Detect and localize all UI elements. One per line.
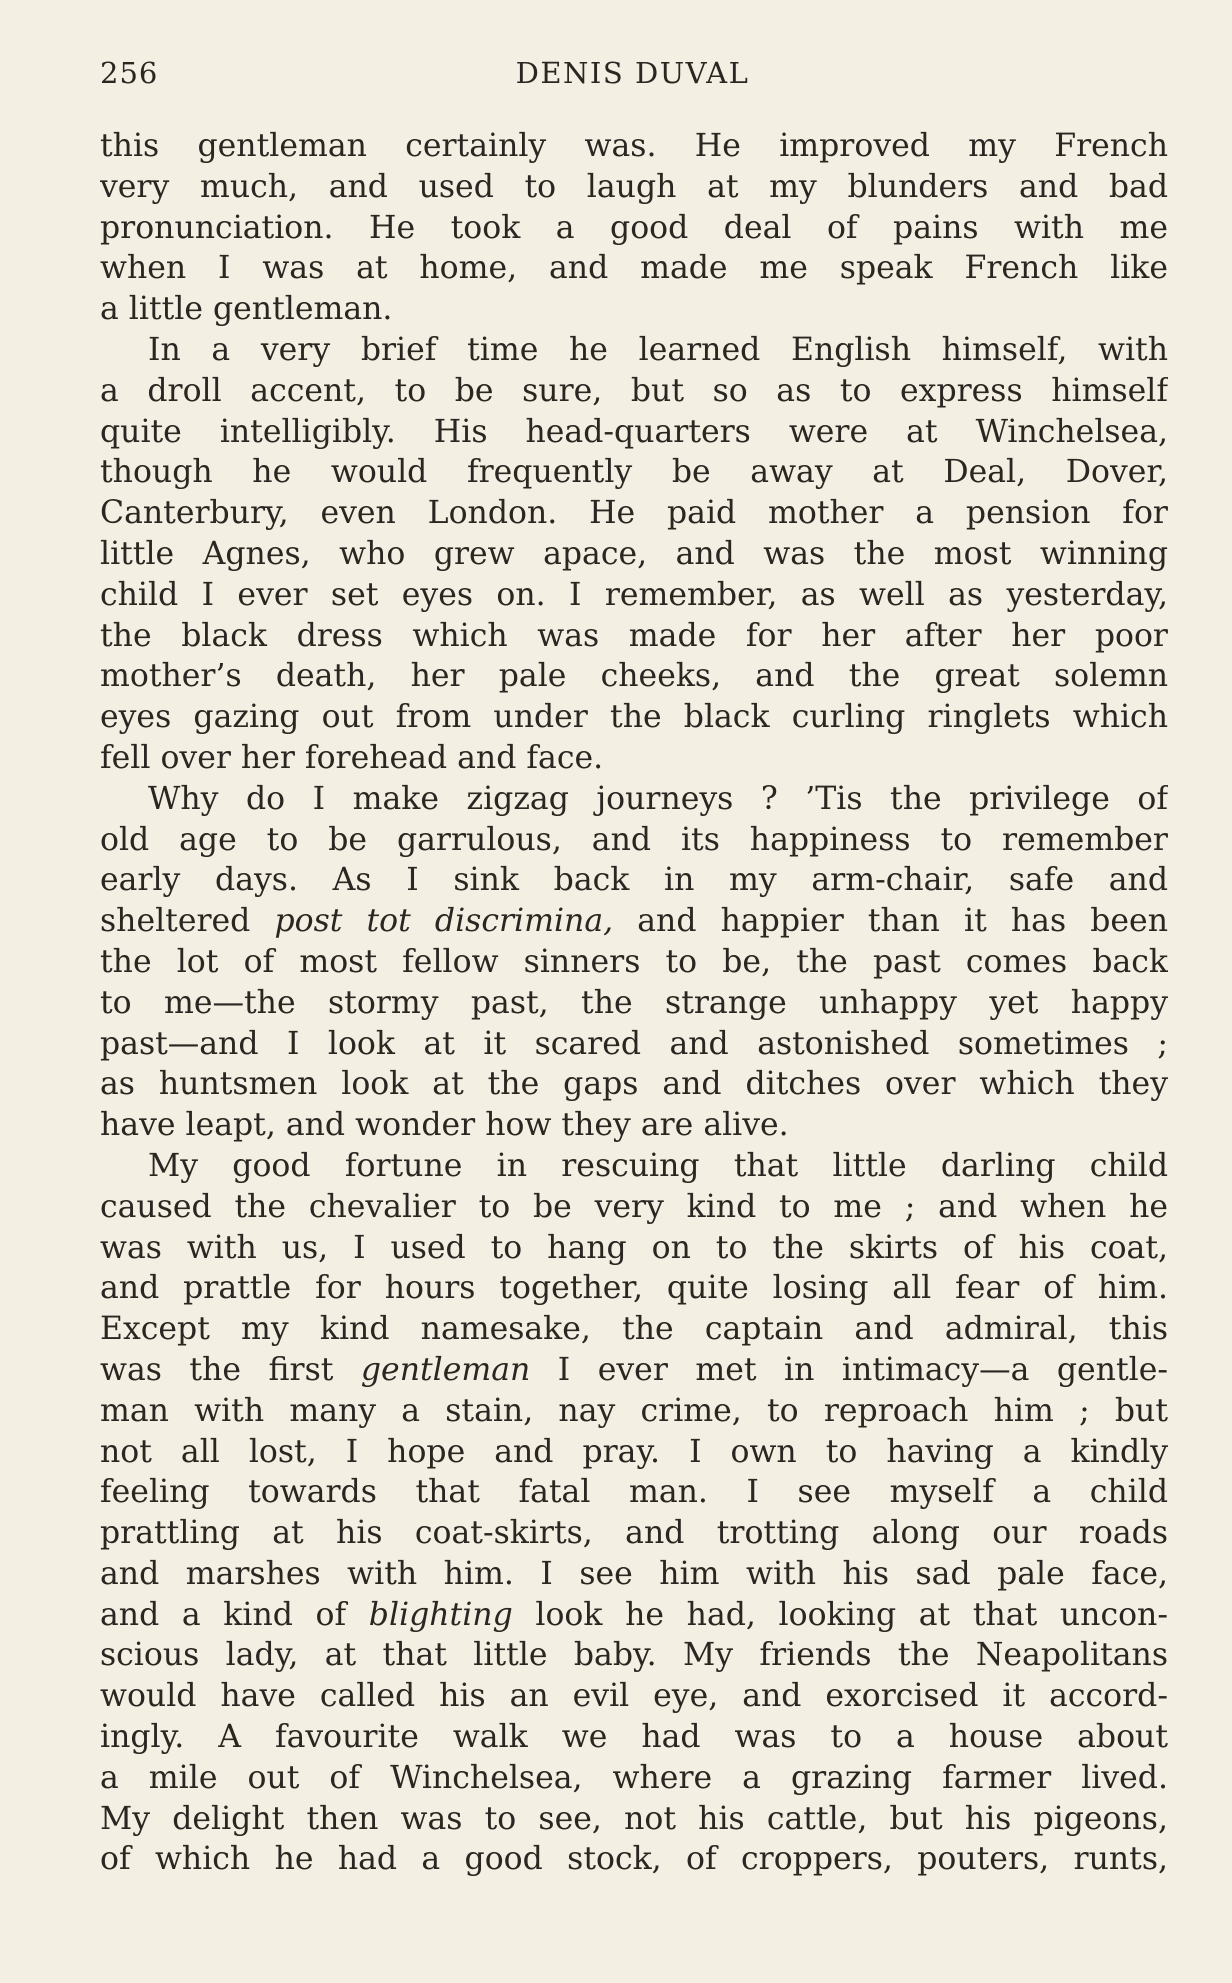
text-segment: was the first	[100, 1351, 361, 1388]
running-title: DENIS DUVAL	[515, 56, 750, 90]
text-segment: and a kind of	[100, 1596, 369, 1633]
text-line: a mile out of Winchelsea, where a grazing farmer lived.	[100, 1759, 1168, 1796]
text-line: eyes gazing out from under the black curling ringlets which	[100, 699, 1168, 736]
text-line: this gentleman certainly was. He improved my French	[100, 128, 1168, 164]
text-line: was with us, I used to hang on to the skirts of his coat,	[100, 1229, 1168, 1266]
text-line: scious lady, at that little baby. My friends the Neapolitans	[100, 1637, 1168, 1674]
text-line: old age to be garrulous, and its happiness to remember	[100, 821, 1168, 858]
text-line: very much, and used to laugh at my blunders and bad	[100, 168, 1168, 205]
text-line: and marshes with him. I see him with his sad pale face,	[100, 1555, 1168, 1592]
text-segment: I ever met in intimacy—a gentle-	[530, 1351, 1168, 1388]
body-text	[100, 126, 1168, 1880]
text-line: to me—the stormy past, the strange unhappy yet happy	[100, 984, 1168, 1021]
text-line: little Agnes, who grew apace, and was the most winning	[100, 535, 1168, 572]
text-line: past—and I look at it scared and astonished sometimes ;	[100, 1025, 1168, 1062]
italic-phrase: blighting	[368, 1596, 513, 1633]
text-line: the lot of most fellow sinners to be, the past comes back	[100, 943, 1168, 980]
text-segment: and happier than it has been	[613, 903, 1168, 940]
text-line: the black dress which was made for her after her poor	[100, 617, 1168, 654]
text-line: ingly. A favourite walk we had was to a house about	[100, 1719, 1168, 1756]
text-line: a droll accent, to be sure, but so as to express himself	[100, 372, 1168, 409]
text-line: Why do I make zigzag journeys ? ’Tis the privilege of	[148, 780, 1168, 817]
text-line	[100, 1595, 1168, 1636]
text-line: have leapt, and wonder how they are alive.	[100, 1107, 789, 1144]
text-line: man with many a stain, nay crime, to reproach him ; but	[100, 1392, 1168, 1429]
text-line: mother’s death, her pale cheeks, and the great solemn	[100, 658, 1168, 695]
text-line	[100, 901, 1168, 942]
italic-phrase: gentleman	[360, 1351, 531, 1388]
text-line: quite intelligibly. His head-quarters were at Winchelsea,	[100, 413, 1168, 450]
text-line: fell over her forehead and face.	[100, 739, 604, 776]
text-segment: sheltered	[100, 903, 275, 940]
text-line: prattling at his coat-skirts, and trotting along our roads	[100, 1515, 1168, 1552]
text-line: Except my kind namesake, the captain and admiral, this	[100, 1311, 1168, 1348]
text-line: feeling towards that fatal man. I see myself a child	[100, 1474, 1168, 1511]
text-line: a little gentleman.	[100, 291, 393, 328]
text-line: child I ever set eyes on. I remember, as well as yesterday,	[100, 576, 1168, 613]
text-segment: look he had, looking at that uncon-	[512, 1596, 1168, 1633]
running-head	[100, 56, 1165, 96]
text-line: In a very brief time he learned English himself, with	[148, 331, 1168, 368]
text-line	[100, 1350, 1168, 1391]
italic-phrase: post tot discrimina,	[274, 903, 614, 940]
text-line: of which he had a good stock, of croppers, pouters, runts,	[100, 1841, 1168, 1878]
text-line: My good fortune in rescuing that little darling child	[148, 1147, 1168, 1184]
page-number: 256	[100, 56, 159, 90]
text-line: not all lost, I hope and pray. I own to having a kindly	[100, 1433, 1168, 1470]
text-line: when I was at home, and made me speak French like	[100, 250, 1168, 287]
text-line: and prattle for hours together, quite losing all fear of him.	[100, 1270, 1168, 1307]
text-line: My delight then was to see, not his cattle, but his pigeons,	[100, 1800, 1168, 1837]
text-line: caused the chevalier to be very kind to me ; and when he	[100, 1188, 1168, 1225]
text-line: though he would frequently be away at Deal, Dover,	[100, 454, 1168, 491]
text-line: Canterbury, even London. He paid mother a pension for	[100, 495, 1168, 532]
text-line: early days. As I sink back in my arm-chair, safe and	[100, 862, 1168, 899]
text-line: as huntsmen look at the gaps and ditches over which they	[100, 1066, 1168, 1103]
text-line: pronunciation. He took a good deal of pains with me	[100, 209, 1168, 246]
text-line: would have called his an evil eye, and exorcised it accord-	[100, 1678, 1168, 1715]
